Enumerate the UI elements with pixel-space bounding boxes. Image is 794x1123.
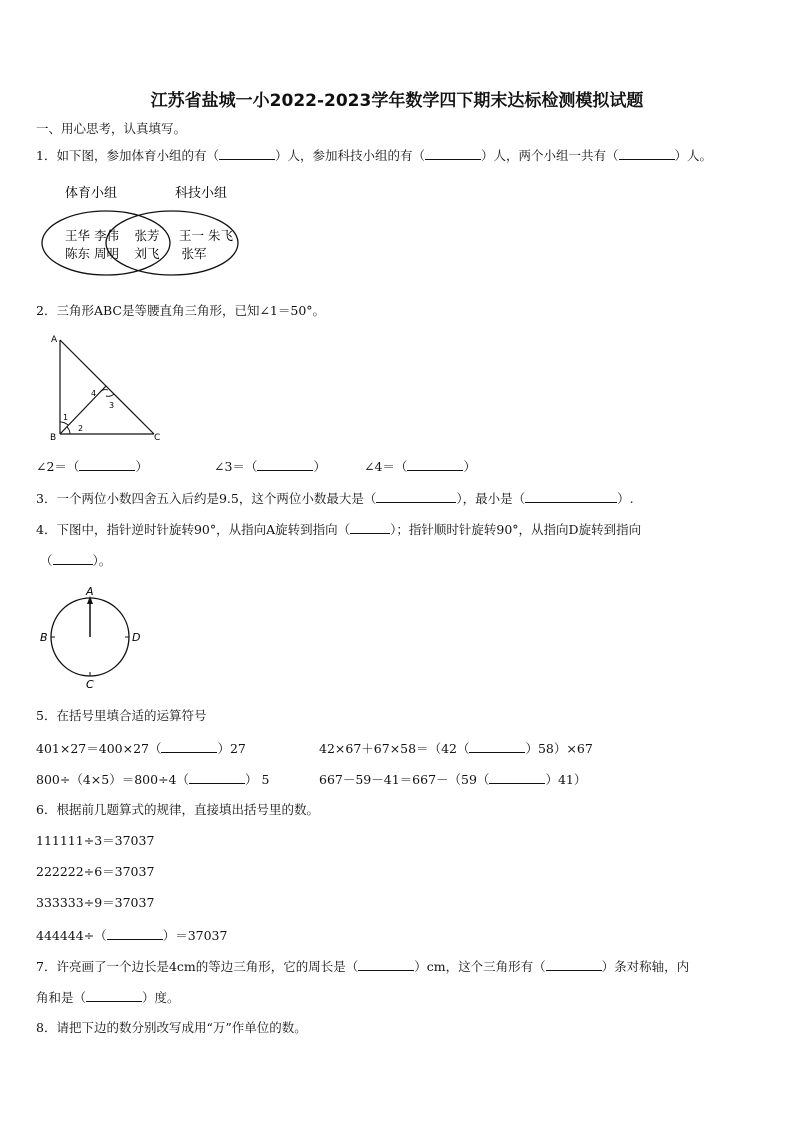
- venn-right-row1: 王一 朱飞: [179, 228, 233, 243]
- q4-text-a: 4．下图中，指针逆时针旋转90°，从指向A旋转到指向（: [36, 522, 351, 537]
- q2-ans2-close: ）: [135, 459, 148, 474]
- question-4-line2: [40, 552, 111, 569]
- q3-text-c: ）.: [617, 491, 634, 506]
- q2-answer-3: [214, 458, 326, 475]
- venn-mid-row2: 刘飞: [134, 246, 160, 261]
- question-8: 8．请把下边的数分别改写成用“万”作单位的数。: [36, 1020, 307, 1035]
- angle-1-label: 1: [63, 413, 69, 422]
- vertex-b: B: [50, 433, 57, 443]
- dial-label-b: B: [40, 631, 48, 644]
- q4-line2-a: （: [40, 553, 53, 568]
- q3-blank-min[interactable]: [525, 490, 617, 503]
- question-7: [36, 958, 689, 975]
- q6-r4-a: 444444÷（: [36, 928, 107, 943]
- q5-blank-1[interactable]: [161, 740, 217, 753]
- q2-ans4-close: ）: [463, 459, 476, 474]
- q7-blank-perimeter[interactable]: [358, 958, 414, 971]
- q7-blank-axes[interactable]: [546, 958, 602, 971]
- venn-label-tech: 科技小组: [174, 186, 228, 201]
- q5-e1-b: ）27: [217, 741, 246, 756]
- question-6: 6．根据前几题算式的规律，直接填出括号里的数。: [36, 802, 319, 817]
- q2-blank-2[interactable]: [79, 458, 135, 471]
- q2-blank-4[interactable]: [407, 458, 463, 471]
- q6-row-2: 222222÷6＝37037: [36, 864, 155, 879]
- angle-2-label: 2: [78, 424, 84, 433]
- dial-label-a: A: [86, 585, 94, 598]
- venn-diagram: [36, 176, 248, 286]
- angle-3-label: 3: [109, 401, 115, 410]
- q4-blank-2[interactable]: [53, 552, 93, 565]
- q7-blank-angle-sum[interactable]: [86, 989, 142, 1002]
- q5-expression-1: [36, 740, 246, 757]
- q5-e3-a: 800÷（4×5）＝800÷4（: [36, 772, 189, 787]
- q6-row-1: 111111÷3＝37037: [36, 833, 155, 848]
- q5-e3-b: ） 5: [245, 772, 270, 787]
- q1-text-c: ）人，两个小组一共有（: [480, 148, 619, 163]
- q3-text-b: ），最小是（: [456, 491, 526, 506]
- q7-text-a: 7．许亮画了一个边长是4cm的等边三角形，它的周长是（: [36, 959, 359, 974]
- vertex-c: C: [154, 433, 161, 443]
- q1-text-d: ）人。: [674, 148, 713, 163]
- q5-e1-a: 401×27＝400×27（: [36, 741, 162, 756]
- q4-line2-b: ）。: [92, 553, 112, 568]
- q7-line2-a: 角和是（: [36, 990, 87, 1005]
- question-7-line2: [36, 989, 180, 1006]
- q5-blank-4[interactable]: [489, 771, 545, 784]
- q5-blank-3[interactable]: [189, 771, 245, 784]
- angle-4-label: 4: [91, 389, 97, 398]
- q2-answer-2: [36, 458, 148, 475]
- page-title: 江苏省盐城一小2022-2023学年数学四下期末达标检测模拟试题: [150, 91, 644, 111]
- venn-left-row1: 王华 李伟: [65, 228, 119, 243]
- q5-expression-2: [319, 740, 593, 757]
- q1-blank-3[interactable]: [619, 147, 675, 160]
- q6-row-4: [36, 927, 227, 944]
- question-4: [36, 521, 641, 538]
- q1-text-b: ）人，参加科技小组的有（: [274, 148, 425, 163]
- q5-expression-3: [36, 771, 269, 788]
- q1-blank-2[interactable]: [425, 147, 481, 160]
- q5-blank-2[interactable]: [469, 740, 525, 753]
- dial-label-c: C: [86, 678, 94, 691]
- dial-diagram: [36, 585, 146, 691]
- q2-blank-3[interactable]: [257, 458, 313, 471]
- q5-e4-a: 667－59－41＝667－（59（: [319, 772, 490, 787]
- q7-text-b: ）cm，这个三角形有（: [414, 959, 546, 974]
- q2-ans4-label: ∠4＝（: [364, 459, 408, 474]
- q5-expression-4: [319, 771, 586, 788]
- question-3: [36, 490, 634, 507]
- venn-left-row2: 陈东 周明: [65, 246, 119, 261]
- venn-mid-row1: 张芳: [134, 228, 160, 243]
- tech-group-ellipse: [106, 211, 238, 275]
- q5-e4-b: ）41）: [545, 772, 587, 787]
- venn-label-sports: 体育小组: [64, 186, 118, 201]
- q4-text-b: ）；指针顺时针旋转90°，从指向D旋转到指向: [390, 522, 642, 537]
- q1-text-a: 1．如下图，参加体育小组的有（: [36, 148, 219, 163]
- q4-blank-1[interactable]: [350, 521, 390, 534]
- vertex-a: A: [51, 335, 58, 345]
- q2-answer-4: [364, 458, 476, 475]
- q5-e2-b: ）58）×67: [525, 741, 593, 756]
- q7-text-c: ）条对称轴，内: [601, 959, 690, 974]
- q6-row-3: 333333÷9＝37037: [36, 895, 155, 910]
- q3-blank-max[interactable]: [376, 490, 456, 503]
- q1-blank-1[interactable]: [219, 147, 275, 160]
- q3-text-a: 3．一个两位小数四舍五入后约是9.5，这个两位小数最大是（: [36, 491, 377, 506]
- section-heading: 一、用心思考，认真填写。: [36, 121, 187, 136]
- q2-ans2-label: ∠2＝（: [36, 459, 80, 474]
- q6-r4-b: ）＝37037: [162, 928, 228, 943]
- question-2: 2．三角形ABC是等腰直角三角形，已知∠1＝50°。: [36, 303, 326, 318]
- triangle-diagram: [40, 330, 170, 446]
- q2-ans3-label: ∠3＝（: [214, 459, 258, 474]
- question-5: 5．在括号里填合适的运算符号: [36, 708, 207, 723]
- q2-ans3-close: ）: [313, 459, 326, 474]
- q5-e2-a: 42×67＋67×58＝（42（: [319, 741, 470, 756]
- dial-label-d: D: [132, 631, 141, 644]
- venn-right-row2: 张军: [181, 246, 207, 261]
- q6-blank[interactable]: [107, 927, 163, 940]
- question-1: [36, 147, 712, 164]
- q7-line2-b: ）度。: [142, 990, 180, 1005]
